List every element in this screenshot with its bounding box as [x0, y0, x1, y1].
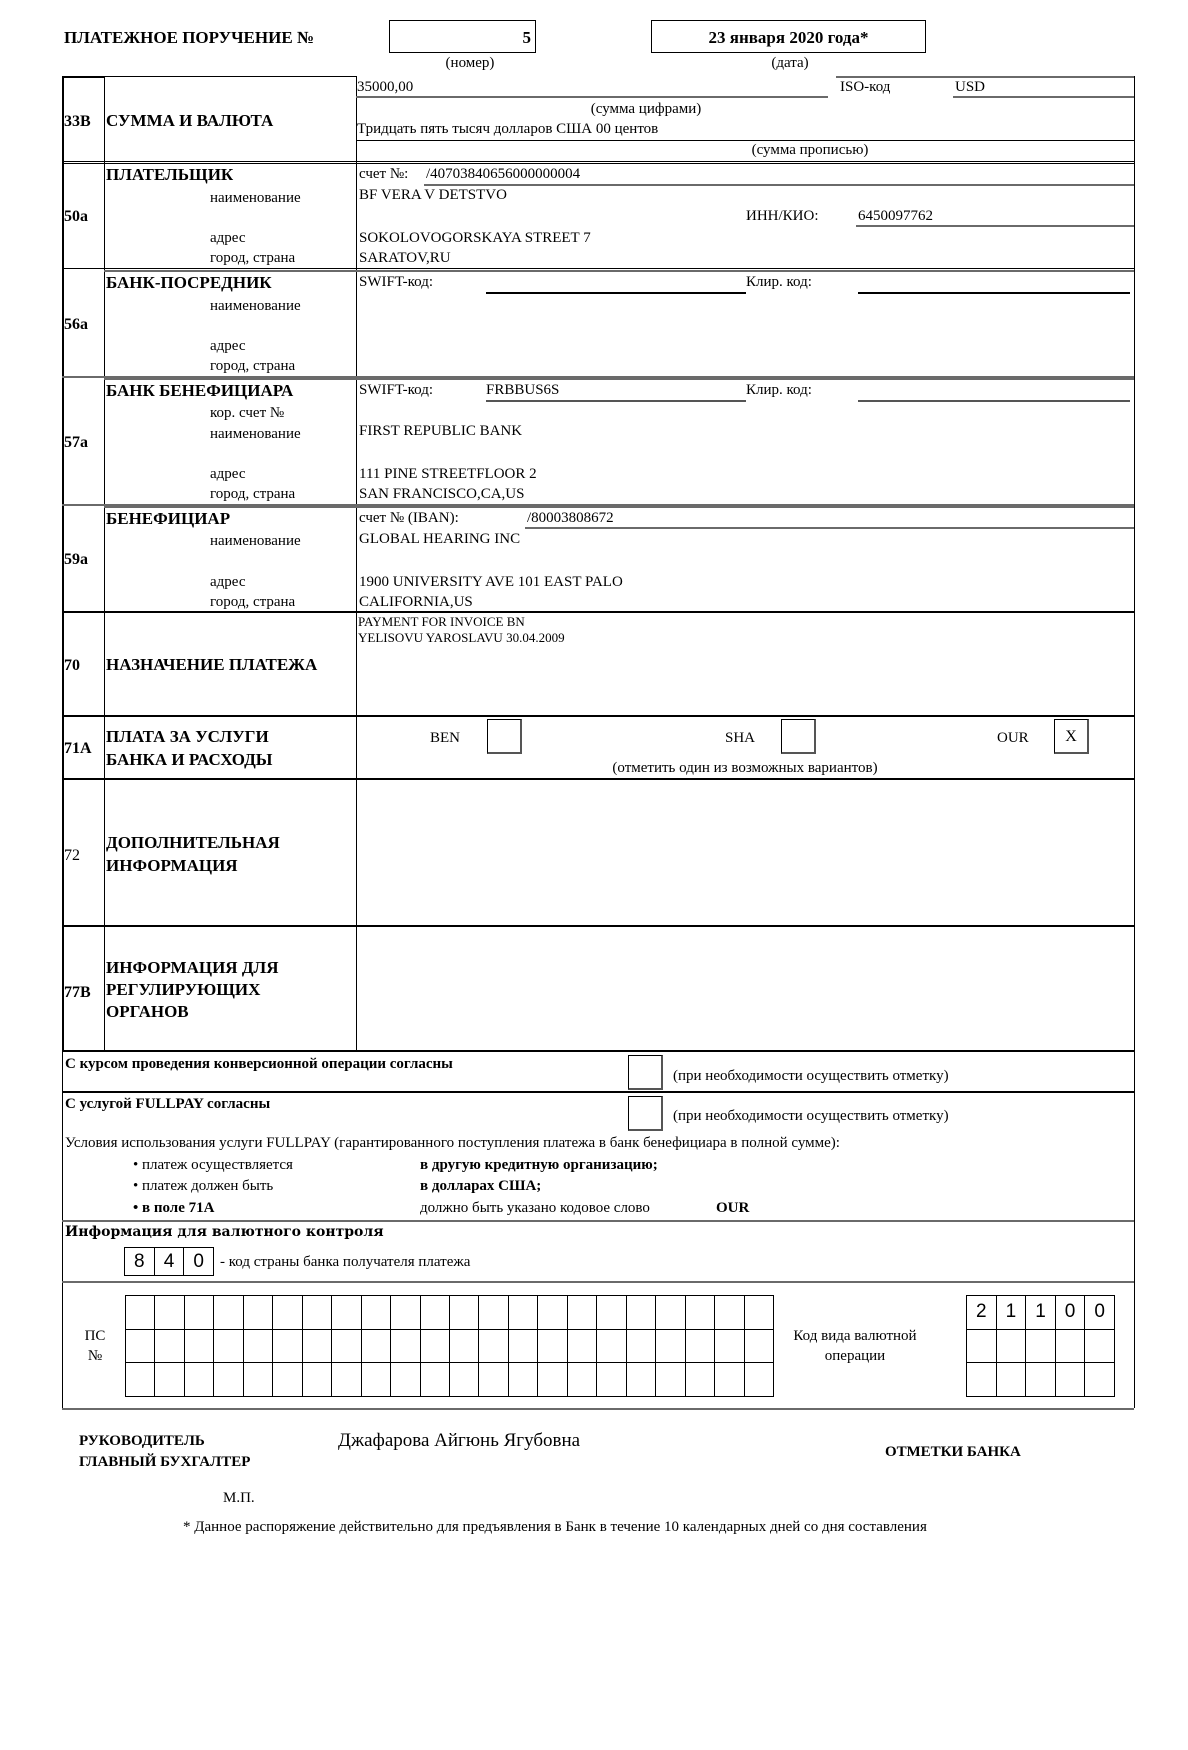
ps-number-cell[interactable] — [185, 1296, 214, 1330]
ps-number-cell[interactable] — [421, 1363, 450, 1397]
operation-code-cell[interactable] — [997, 1363, 1027, 1397]
charge-option-sha-label: SHA — [725, 730, 756, 746]
ps-number-cell[interactable] — [568, 1363, 597, 1397]
country-code-digit-cell[interactable]: 4 — [155, 1248, 185, 1276]
additional-info-input[interactable] — [360, 782, 1130, 922]
city-label: город, страна — [210, 594, 296, 610]
ps-number-cell[interactable] — [597, 1363, 626, 1397]
field-label-line1: ИНФОРМАЦИЯ ДЛЯ — [106, 958, 279, 977]
op-code-label-line2: операции — [824, 1348, 886, 1364]
ps-number-cell[interactable] — [332, 1296, 361, 1330]
field-code: 71A — [64, 740, 92, 757]
ps-number-cell[interactable] — [715, 1363, 744, 1397]
operation-code-grid[interactable] — [966, 1295, 1115, 1397]
ps-number-cell[interactable] — [421, 1296, 450, 1330]
operation-code-cell[interactable] — [967, 1363, 997, 1397]
ps-number-cell[interactable] — [686, 1330, 715, 1364]
ps-number-cell[interactable] — [568, 1330, 597, 1364]
beneficiary-bank-name[interactable]: FIRST REPUBLIC BANK — [359, 423, 523, 439]
operation-code-cell[interactable] — [1026, 1330, 1056, 1364]
ps-number-cell[interactable] — [627, 1363, 656, 1397]
beneficiary-bank-address[interactable]: 111 PINE STREETFLOOR 2 — [359, 466, 537, 482]
ps-number-cell[interactable] — [244, 1330, 273, 1364]
ps-number-cell[interactable] — [244, 1363, 273, 1397]
iso-code-value[interactable]: USD — [955, 79, 986, 95]
ps-number-cell[interactable] — [155, 1363, 184, 1397]
intermediary-clearing[interactable] — [858, 273, 1130, 294]
stamp-label: М.П. — [223, 1490, 255, 1506]
ps-number-cell[interactable] — [362, 1363, 391, 1397]
purpose-line-1[interactable]: PAYMENT FOR INVOICE BN — [358, 614, 525, 629]
ps-number-cell[interactable] — [155, 1330, 184, 1364]
name-label: наименование — [210, 190, 301, 206]
payer-address[interactable]: SOKOLOVOGORSKAYA STREET 7 — [359, 230, 591, 246]
charges-caption: (отметить один из возможных вариантов) — [612, 760, 878, 776]
ps-number-cell[interactable] — [509, 1296, 538, 1330]
field-code: 59a — [64, 551, 88, 568]
operation-code-cell[interactable]: 0 — [1056, 1296, 1086, 1330]
ps-number-cell[interactable] — [185, 1330, 214, 1364]
country-code-digit-cell[interactable]: 8 — [125, 1248, 155, 1276]
address-label: адрес — [210, 574, 246, 590]
ps-number-cell[interactable] — [656, 1330, 685, 1364]
ps-number-cell[interactable] — [745, 1296, 774, 1330]
ps-number-cell[interactable] — [538, 1363, 567, 1397]
field-label-line2: РЕГУЛИРУЮЩИХ — [106, 980, 261, 999]
ps-number-cell[interactable] — [214, 1363, 243, 1397]
field-label-line1: ДОПОЛНИТЕЛЬНАЯ — [106, 833, 280, 852]
ps-number-cell[interactable] — [391, 1363, 420, 1397]
field-label: БАНК-ПОСРЕДНИК — [106, 273, 272, 292]
charge-option-ben-checkbox[interactable] — [487, 719, 522, 754]
iban-label: счет № (IBAN): — [359, 510, 459, 526]
chief-accountant-label: ГЛАВНЫЙ БУХГАЛТЕР — [79, 1454, 251, 1470]
operation-code-cell[interactable] — [967, 1330, 997, 1364]
fullpay-consent-hint: (при необходимости осуществить отметку) — [673, 1108, 949, 1124]
payer-inn[interactable]: 6450097762 — [858, 208, 933, 224]
address-label: адрес — [210, 466, 246, 482]
amount-digits-caption: (сумма цифрами) — [590, 101, 702, 117]
ps-number-cell[interactable] — [332, 1363, 361, 1397]
amount-words-caption: (сумма прописью) — [751, 142, 869, 158]
ps-number-cell[interactable] — [509, 1330, 538, 1364]
ps-number-cell[interactable] — [421, 1330, 450, 1364]
swift-label: SWIFT-код: — [359, 274, 434, 290]
ps-number-cell[interactable] — [686, 1296, 715, 1330]
field-code: 77B — [64, 984, 91, 1001]
city-label: город, страна — [210, 250, 296, 266]
field-code: 56a — [64, 316, 88, 333]
ps-number-cell[interactable] — [450, 1363, 479, 1397]
ps-number-cell[interactable] — [126, 1363, 155, 1397]
ps-number-cell[interactable] — [185, 1363, 214, 1397]
field-label: ПЛАТЕЛЬЩИК — [106, 165, 234, 184]
validity-footnote: * Данное распоряжение действительно для предъявления в Банк в течение 10 календарных дней со дня составления — [183, 1519, 927, 1535]
ps-number-cell[interactable] — [597, 1330, 626, 1364]
ps-number-cell[interactable] — [450, 1296, 479, 1330]
fullpay-condition-1-left: • платеж осуществляется — [133, 1157, 293, 1173]
field-label-line3: ОРГАНОВ — [106, 1002, 189, 1021]
ps-number-cell[interactable] — [538, 1330, 567, 1364]
ps-number-cell[interactable] — [479, 1296, 508, 1330]
ps-number-cell[interactable] — [597, 1296, 626, 1330]
payment-date-field[interactable]: 23 января 2020 года* — [651, 20, 926, 53]
regulatory-info-input[interactable] — [360, 930, 1130, 1046]
ps-number-cell[interactable] — [155, 1296, 184, 1330]
name-label: наименование — [210, 426, 301, 442]
fullpay-condition-2-left: • платеж должен быть — [133, 1178, 274, 1194]
ps-number-cell[interactable] — [391, 1296, 420, 1330]
clearing-label: Клир. код: — [746, 274, 812, 290]
bank-marks-label: ОТМЕТКИ БАНКА — [885, 1444, 1021, 1460]
operation-code-cell[interactable] — [1056, 1363, 1086, 1397]
head-label: РУКОВОДИТЕЛЬ — [79, 1433, 205, 1449]
iso-code-label: ISO-код — [840, 79, 891, 95]
ps-number-cell[interactable] — [126, 1330, 155, 1364]
ps-number-cell[interactable] — [479, 1330, 508, 1364]
field-label-line2: ИНФОРМАЦИЯ — [106, 856, 238, 875]
country-code-caption: - код страны банка получателя платежа — [220, 1254, 471, 1270]
amount-digits[interactable]: 35000,00 — [357, 79, 414, 95]
ps-number-cell[interactable] — [214, 1296, 243, 1330]
ps-number-cell[interactable] — [627, 1330, 656, 1364]
beneficiary-address[interactable]: 1900 UNIVERSITY AVE 101 EAST PALO — [359, 574, 623, 590]
operation-code-cell[interactable] — [1085, 1330, 1115, 1364]
beneficiary-city[interactable]: CALIFORNIA,US — [359, 594, 473, 610]
ps-number-cell[interactable] — [715, 1330, 744, 1364]
fullpay-consent-label: С услугой FULLPAY согласны — [65, 1096, 271, 1112]
operation-code-cell[interactable] — [1085, 1363, 1115, 1397]
number-caption: (номер) — [445, 55, 495, 71]
ps-number-cell[interactable] — [273, 1296, 302, 1330]
charge-option-our-checkbox[interactable]: X — [1054, 719, 1089, 754]
payer-city[interactable]: SARATOV,RU — [359, 250, 451, 266]
city-label: город, страна — [210, 358, 296, 374]
city-label: город, страна — [210, 486, 296, 502]
field-code: 70 — [64, 657, 80, 674]
ps-number-cell[interactable] — [303, 1296, 332, 1330]
ps-number-cell[interactable] — [627, 1296, 656, 1330]
ps-number-cell[interactable] — [715, 1296, 744, 1330]
operation-code-cell[interactable] — [1056, 1330, 1086, 1364]
account-label: счет №: — [359, 166, 409, 182]
ps-number-cell[interactable] — [656, 1363, 685, 1397]
operation-code-cell[interactable] — [1026, 1363, 1056, 1397]
intermediary-swift[interactable] — [486, 273, 746, 294]
inn-label: ИНН/КИО: — [746, 208, 819, 224]
fullpay-condition-3-code: OUR — [716, 1200, 750, 1216]
payer-name[interactable]: BF VERA V DETSTVO — [359, 187, 507, 203]
charge-option-ben-label: BEN — [430, 730, 460, 746]
signer-name: Джафарова Айгюнь Ягубовна — [338, 1430, 581, 1451]
operation-code-cell[interactable] — [997, 1330, 1027, 1364]
ps-number-cell[interactable] — [479, 1363, 508, 1397]
conversion-consent-checkbox[interactable] — [628, 1055, 663, 1090]
conversion-consent-label: С курсом проведения конверсионной операции согласны — [65, 1056, 453, 1072]
ps-number-grid[interactable] — [125, 1295, 774, 1397]
field-label: НАЗНАЧЕНИЕ ПЛАТЕЖА — [106, 655, 318, 674]
ps-number-cell[interactable] — [568, 1296, 597, 1330]
ps-number-cell[interactable] — [126, 1296, 155, 1330]
beneficiary-bank-clearing[interactable] — [858, 381, 1130, 402]
name-label: наименование — [210, 298, 301, 314]
date-caption: (дата) — [771, 55, 809, 71]
beneficiary-bank-city[interactable]: SAN FRANCISCO,CA,US — [359, 486, 525, 502]
conversion-consent-hint: (при необходимости осуществить отметку) — [673, 1068, 949, 1084]
ps-number-cell[interactable] — [303, 1330, 332, 1364]
currency-control-title: Информация для валютного контроля — [65, 1224, 384, 1240]
operation-code-cell[interactable]: 2 — [967, 1296, 997, 1330]
ps-number-cell[interactable] — [273, 1363, 302, 1397]
operation-code-cell[interactable]: 1 — [997, 1296, 1027, 1330]
ps-number-cell[interactable] — [303, 1363, 332, 1397]
charge-option-sha-checkbox[interactable] — [781, 719, 816, 754]
ps-label-line1: ПС — [84, 1328, 106, 1344]
purpose-line-2[interactable]: YELISOVU YAROSLAVU 30.04.2009 — [358, 630, 565, 645]
ps-number-cell[interactable] — [509, 1363, 538, 1397]
ps-number-cell[interactable] — [686, 1363, 715, 1397]
ps-number-cell[interactable] — [244, 1296, 273, 1330]
field-label-line2: БАНКА И РАСХОДЫ — [106, 750, 273, 769]
country-code-digit-cell[interactable]: 0 — [184, 1248, 214, 1276]
field-label: БАНК БЕНЕФИЦИАРА — [106, 381, 294, 400]
country-code-grid[interactable] — [124, 1247, 214, 1276]
ps-number-cell[interactable] — [450, 1330, 479, 1364]
ps-number-cell[interactable] — [391, 1330, 420, 1364]
ps-number-cell[interactable] — [362, 1330, 391, 1364]
fullpay-consent-checkbox[interactable] — [628, 1096, 663, 1131]
ps-number-cell[interactable] — [745, 1363, 774, 1397]
payer-account[interactable]: /40703840656000000004 — [426, 166, 581, 182]
ps-number-cell[interactable] — [538, 1296, 567, 1330]
fullpay-condition-3-right: должно быть указано кодовое слово — [420, 1200, 650, 1216]
fullpay-condition-1-right: в другую кредитную организацию; — [420, 1157, 658, 1173]
operation-code-cell[interactable]: 1 — [1026, 1296, 1056, 1330]
name-label: наименование — [210, 533, 301, 549]
ps-number-cell[interactable] — [214, 1330, 243, 1364]
ps-number-cell[interactable] — [362, 1296, 391, 1330]
clearing-label: Клир. код: — [746, 382, 812, 398]
beneficiary-name[interactable]: GLOBAL HEARING INC — [359, 531, 521, 547]
beneficiary-bank-swift[interactable]: FRBBUS6S — [486, 381, 746, 402]
fullpay-condition-2-right: в долларах США; — [420, 1178, 542, 1194]
swift-label: SWIFT-код: — [359, 382, 434, 398]
ps-number-cell[interactable] — [745, 1330, 774, 1364]
document-title: ПЛАТЕЖНОЕ ПОРУЧЕНИЕ № — [64, 28, 315, 47]
ps-number-cell[interactable] — [656, 1296, 685, 1330]
field-label: БЕНЕФИЦИАР — [106, 509, 231, 528]
operation-code-cell[interactable]: 0 — [1085, 1296, 1115, 1330]
field-code: 50a — [64, 208, 88, 225]
field-code: 33B — [64, 113, 91, 130]
address-label: адрес — [210, 338, 246, 354]
fullpay-condition-3-left: • в поле 71А — [133, 1200, 215, 1216]
field-label-line1: ПЛАТА ЗА УСЛУГИ — [106, 727, 269, 746]
field-label: СУММА И ВАЛЮТА — [106, 111, 274, 130]
address-label: адрес — [210, 230, 246, 246]
beneficiary-account[interactable]: /80003808672 — [527, 510, 614, 526]
payment-number-field[interactable]: 5 — [389, 20, 536, 53]
ps-number-cell[interactable] — [273, 1330, 302, 1364]
corr-account-label: кор. счет № — [210, 405, 285, 421]
charge-option-our-label: OUR — [997, 730, 1029, 746]
fullpay-conditions-title: Условия использования услуги FULLPAY (гарантированного поступления платежа в банк бенефициара в полной сумме): — [65, 1135, 840, 1151]
op-code-label-line1: Код вида валютной — [793, 1328, 917, 1344]
ps-number-cell[interactable] — [332, 1330, 361, 1364]
field-code: 72 — [64, 847, 80, 864]
field-code: 57a — [64, 434, 88, 451]
ps-label-line2: № — [87, 1348, 103, 1364]
amount-in-words[interactable]: Тридцать пять тысяч долларов США 00 центов — [357, 121, 659, 137]
